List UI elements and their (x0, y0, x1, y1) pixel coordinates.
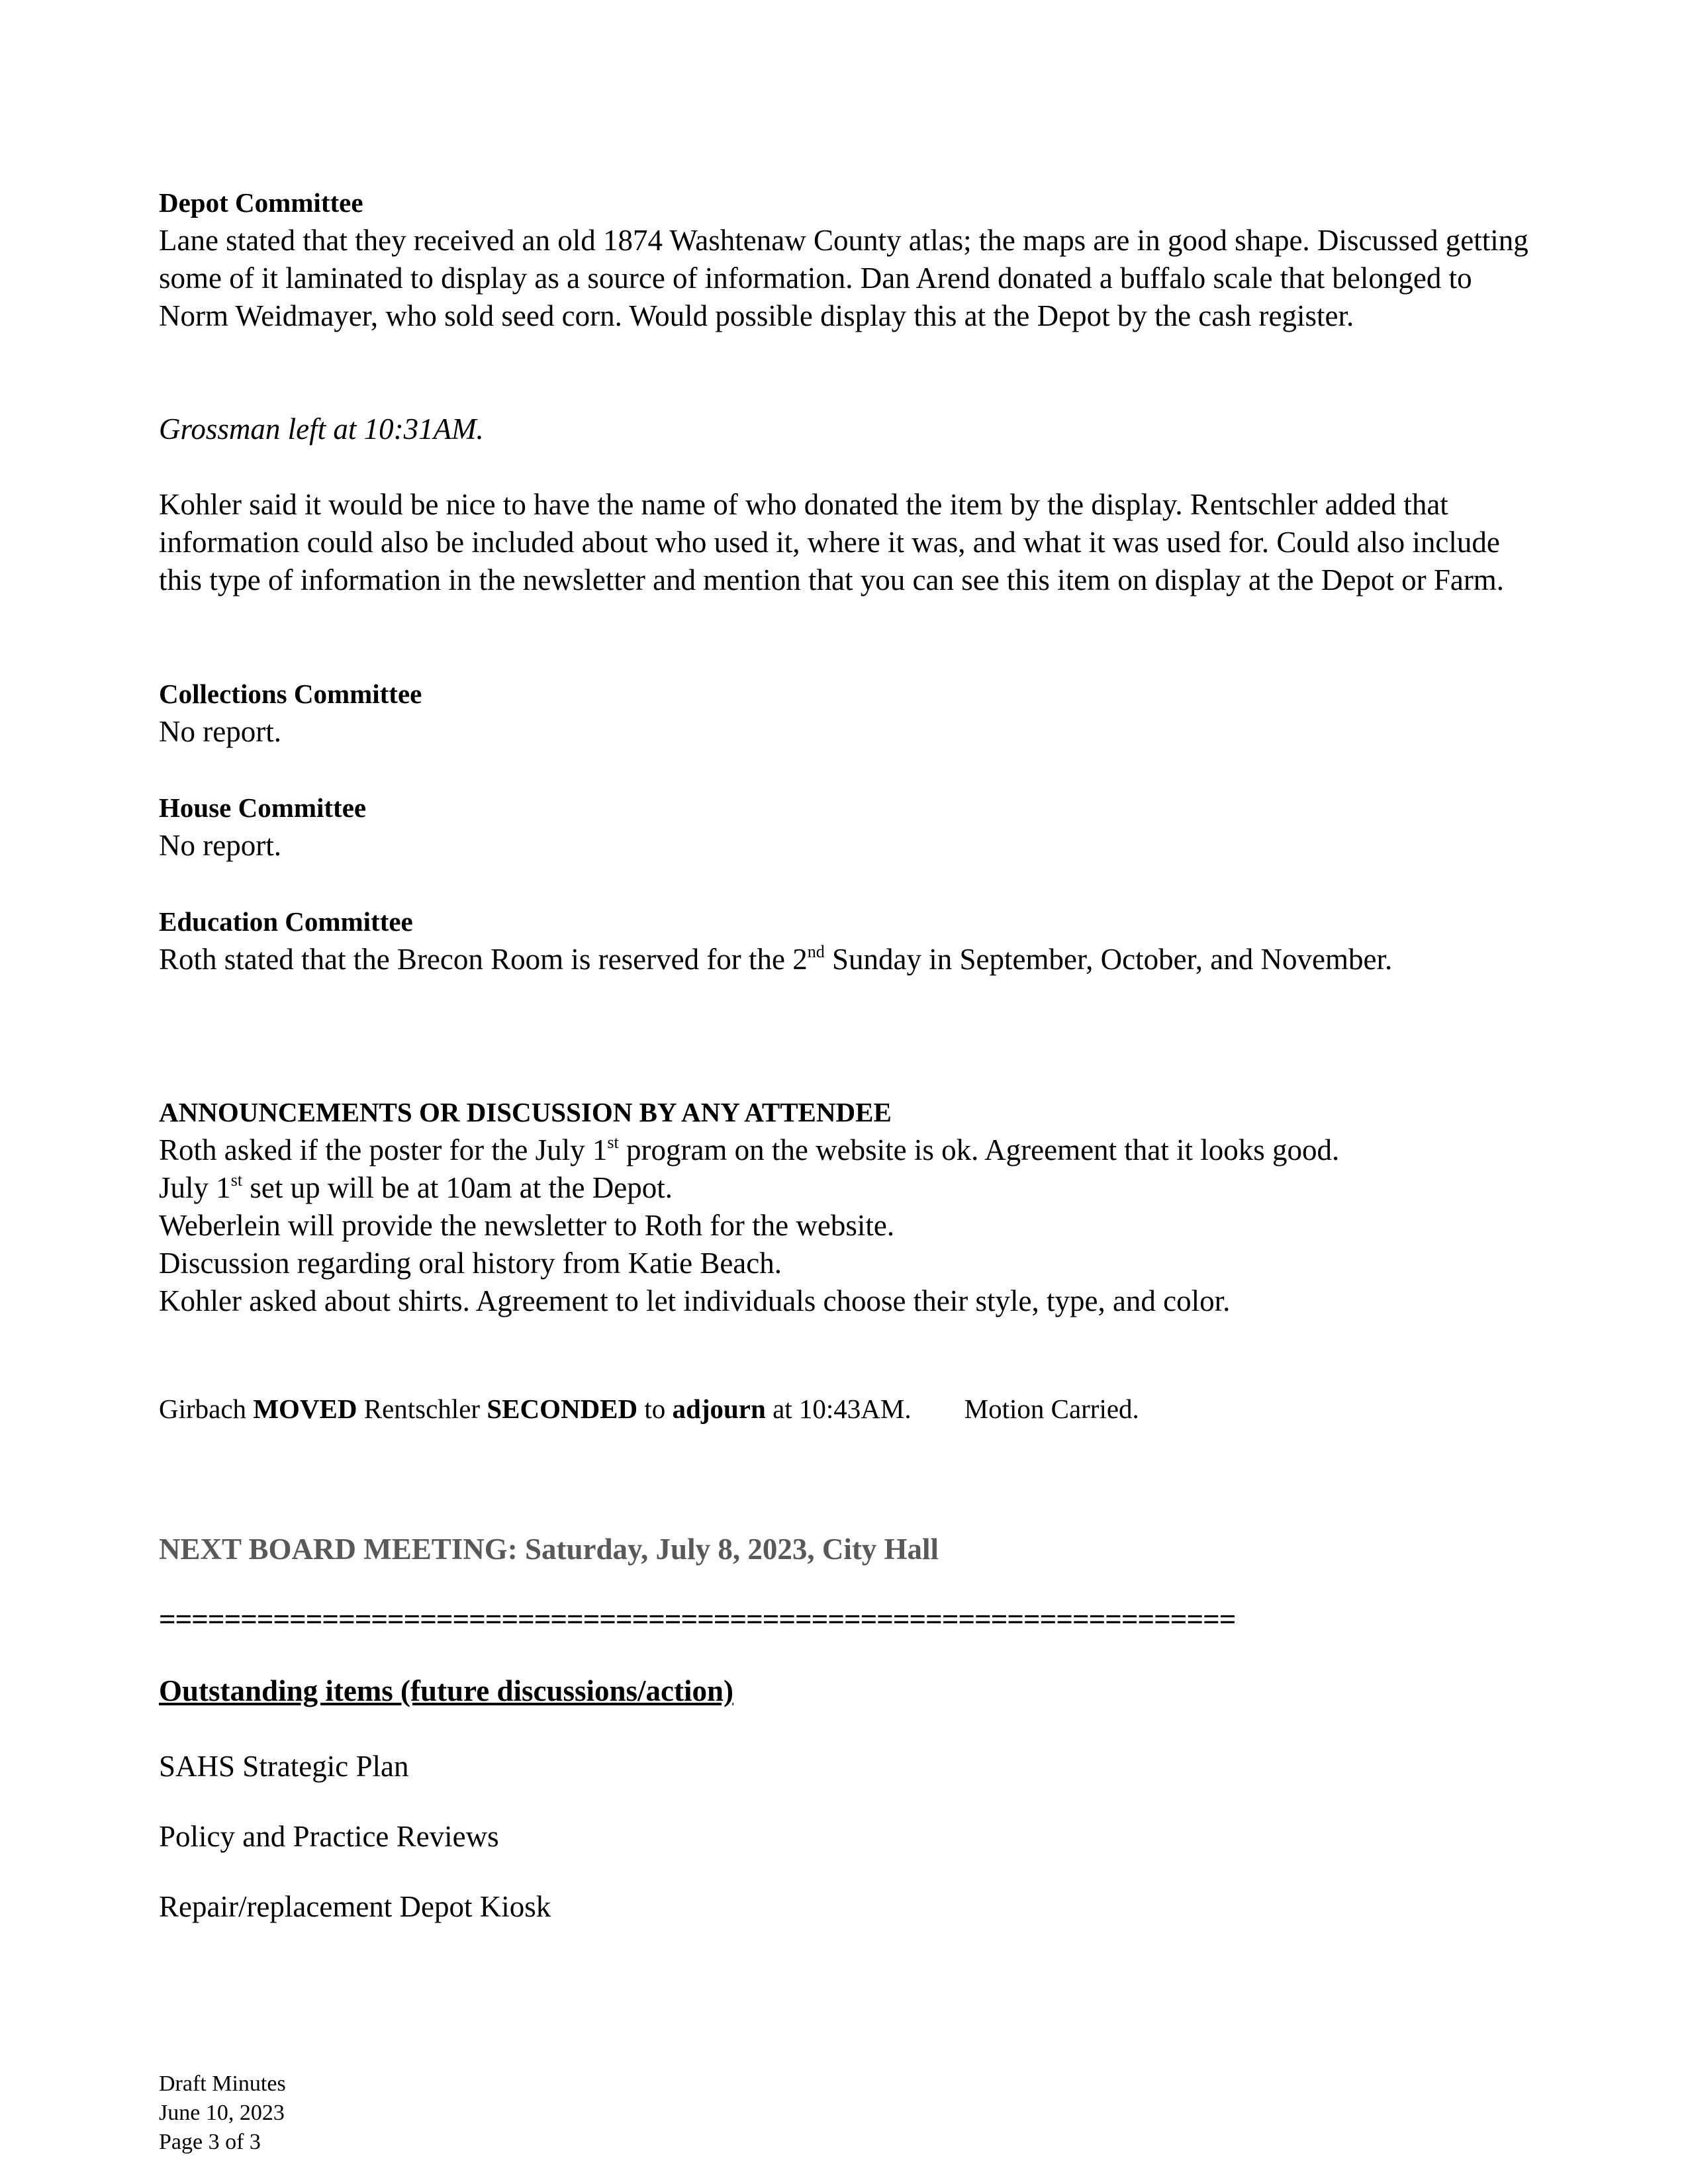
footer-page-number: Page 3 of 3 (159, 2130, 261, 2154)
announcement-line-2-suffix: st (230, 1170, 243, 1190)
outstanding-item: Repair/replacement Depot Kiosk (159, 1890, 551, 1923)
house-committee-section (159, 789, 1536, 865)
outstanding-item-2-block (159, 1818, 1536, 1856)
education-committee-heading: Education Committee (159, 906, 413, 937)
outstanding-items-section (159, 1672, 1536, 1710)
house-committee-text: No report. (159, 829, 281, 862)
separator-line: ================================================================== (159, 1603, 1236, 1636)
motion-seconder: Rentschler (357, 1394, 487, 1424)
footer-date: June 10, 2023 (159, 2101, 285, 2125)
education-committee-section (159, 903, 1536, 978)
announcement-line-1-start: Roth asked if the poster for the July 1 (159, 1133, 608, 1166)
motion-to: to (637, 1394, 673, 1424)
collections-committee-section (159, 675, 1536, 751)
next-meeting-notice: NEXT BOARD MEETING: Saturday, July 8, 2023, City Hall (159, 1533, 939, 1566)
announcement-line-5: Kohler asked about shirts. Agreement to let individuals choose their style, type, and color. (159, 1284, 1231, 1317)
outstanding-item: Policy and Practice Reviews (159, 1820, 499, 1853)
adjourn-motion-block (159, 1390, 1536, 1428)
motion-moved-label: MOVED (253, 1394, 357, 1424)
depot-committee-section (159, 184, 1536, 335)
separator-block (159, 1601, 1536, 1638)
announcement-line-3: Weberlein will provide the newsletter to Roth for the website. (159, 1209, 895, 1242)
departure-note-block (159, 410, 1536, 448)
announcement-line-2-start: July 1 (159, 1171, 231, 1204)
announcement-line-1 (159, 1131, 1536, 1169)
motion-result: Motion Carried. (964, 1394, 1139, 1424)
motion-seconded-label: SECONDED (487, 1394, 638, 1424)
depot-committee-heading: Depot Committee (159, 187, 363, 218)
depot-committee-paragraph: Lane stated that they received an old 1874 Washtenaw County atlas; the maps are in good shape. Discussed getting some of it laminated to display as a source of information. Dan Arend donated a buffalo scale that belonged to Norm Weidmayer, who sold seed corn. Would possible display this at the Depot by the cash register. (159, 224, 1528, 332)
outstanding-item: SAHS Strategic Plan (159, 1750, 409, 1783)
footer-document-title: Draft Minutes (159, 2071, 286, 2096)
announcements-heading: ANNOUNCEMENTS OR DISCUSSION BY ANY ATTENDEE (159, 1097, 892, 1127)
collections-committee-heading: Collections Committee (159, 679, 422, 709)
education-text-end: Sunday in September, October, and November. (824, 943, 1393, 976)
announcement-line-1-suffix: st (607, 1133, 619, 1152)
outstanding-item-1-block (159, 1748, 1536, 1785)
depot-discussion-block (159, 486, 1536, 599)
outstanding-items-heading: Outstanding items (future discussions/action) (159, 1674, 734, 1707)
adjourn-motion (159, 1390, 1536, 1428)
announcement-line-4: Discussion regarding oral history from Katie Beach. (159, 1247, 782, 1280)
announcement-line-2 (159, 1169, 1536, 1207)
announcement-line-2-end: set up will be at 10am at the Depot. (242, 1171, 673, 1204)
page-footer (159, 2069, 1536, 2157)
collections-committee-text: No report. (159, 715, 281, 748)
announcements-section (159, 1094, 1536, 1320)
outstanding-item-3-block (159, 1888, 1536, 1926)
motion-action: adjourn (672, 1394, 766, 1424)
departure-note: Grossman left at 10:31AM. (159, 412, 484, 446)
depot-discussion-paragraph: Kohler said it would be nice to have the name of who donated the item by the display. Rentschler added that information could also be included about who used it, where it was, and what it was used for. Could also include this type of information in the newsletter and mention that you can see this item on display at the Depot or Farm. (159, 488, 1505, 596)
motion-mover: Girbach (159, 1394, 254, 1424)
next-meeting-block (159, 1531, 1536, 1568)
house-committee-heading: House Committee (159, 792, 367, 823)
announcement-line-1-end: program on the website is ok. Agreement that it looks good. (618, 1133, 1340, 1166)
education-ordinal-suffix: nd (807, 942, 825, 961)
motion-time: at 10:43AM. (765, 1394, 912, 1424)
education-committee-text (159, 941, 1536, 978)
education-text-start: Roth stated that the Brecon Room is reserved for the 2 (159, 943, 808, 976)
